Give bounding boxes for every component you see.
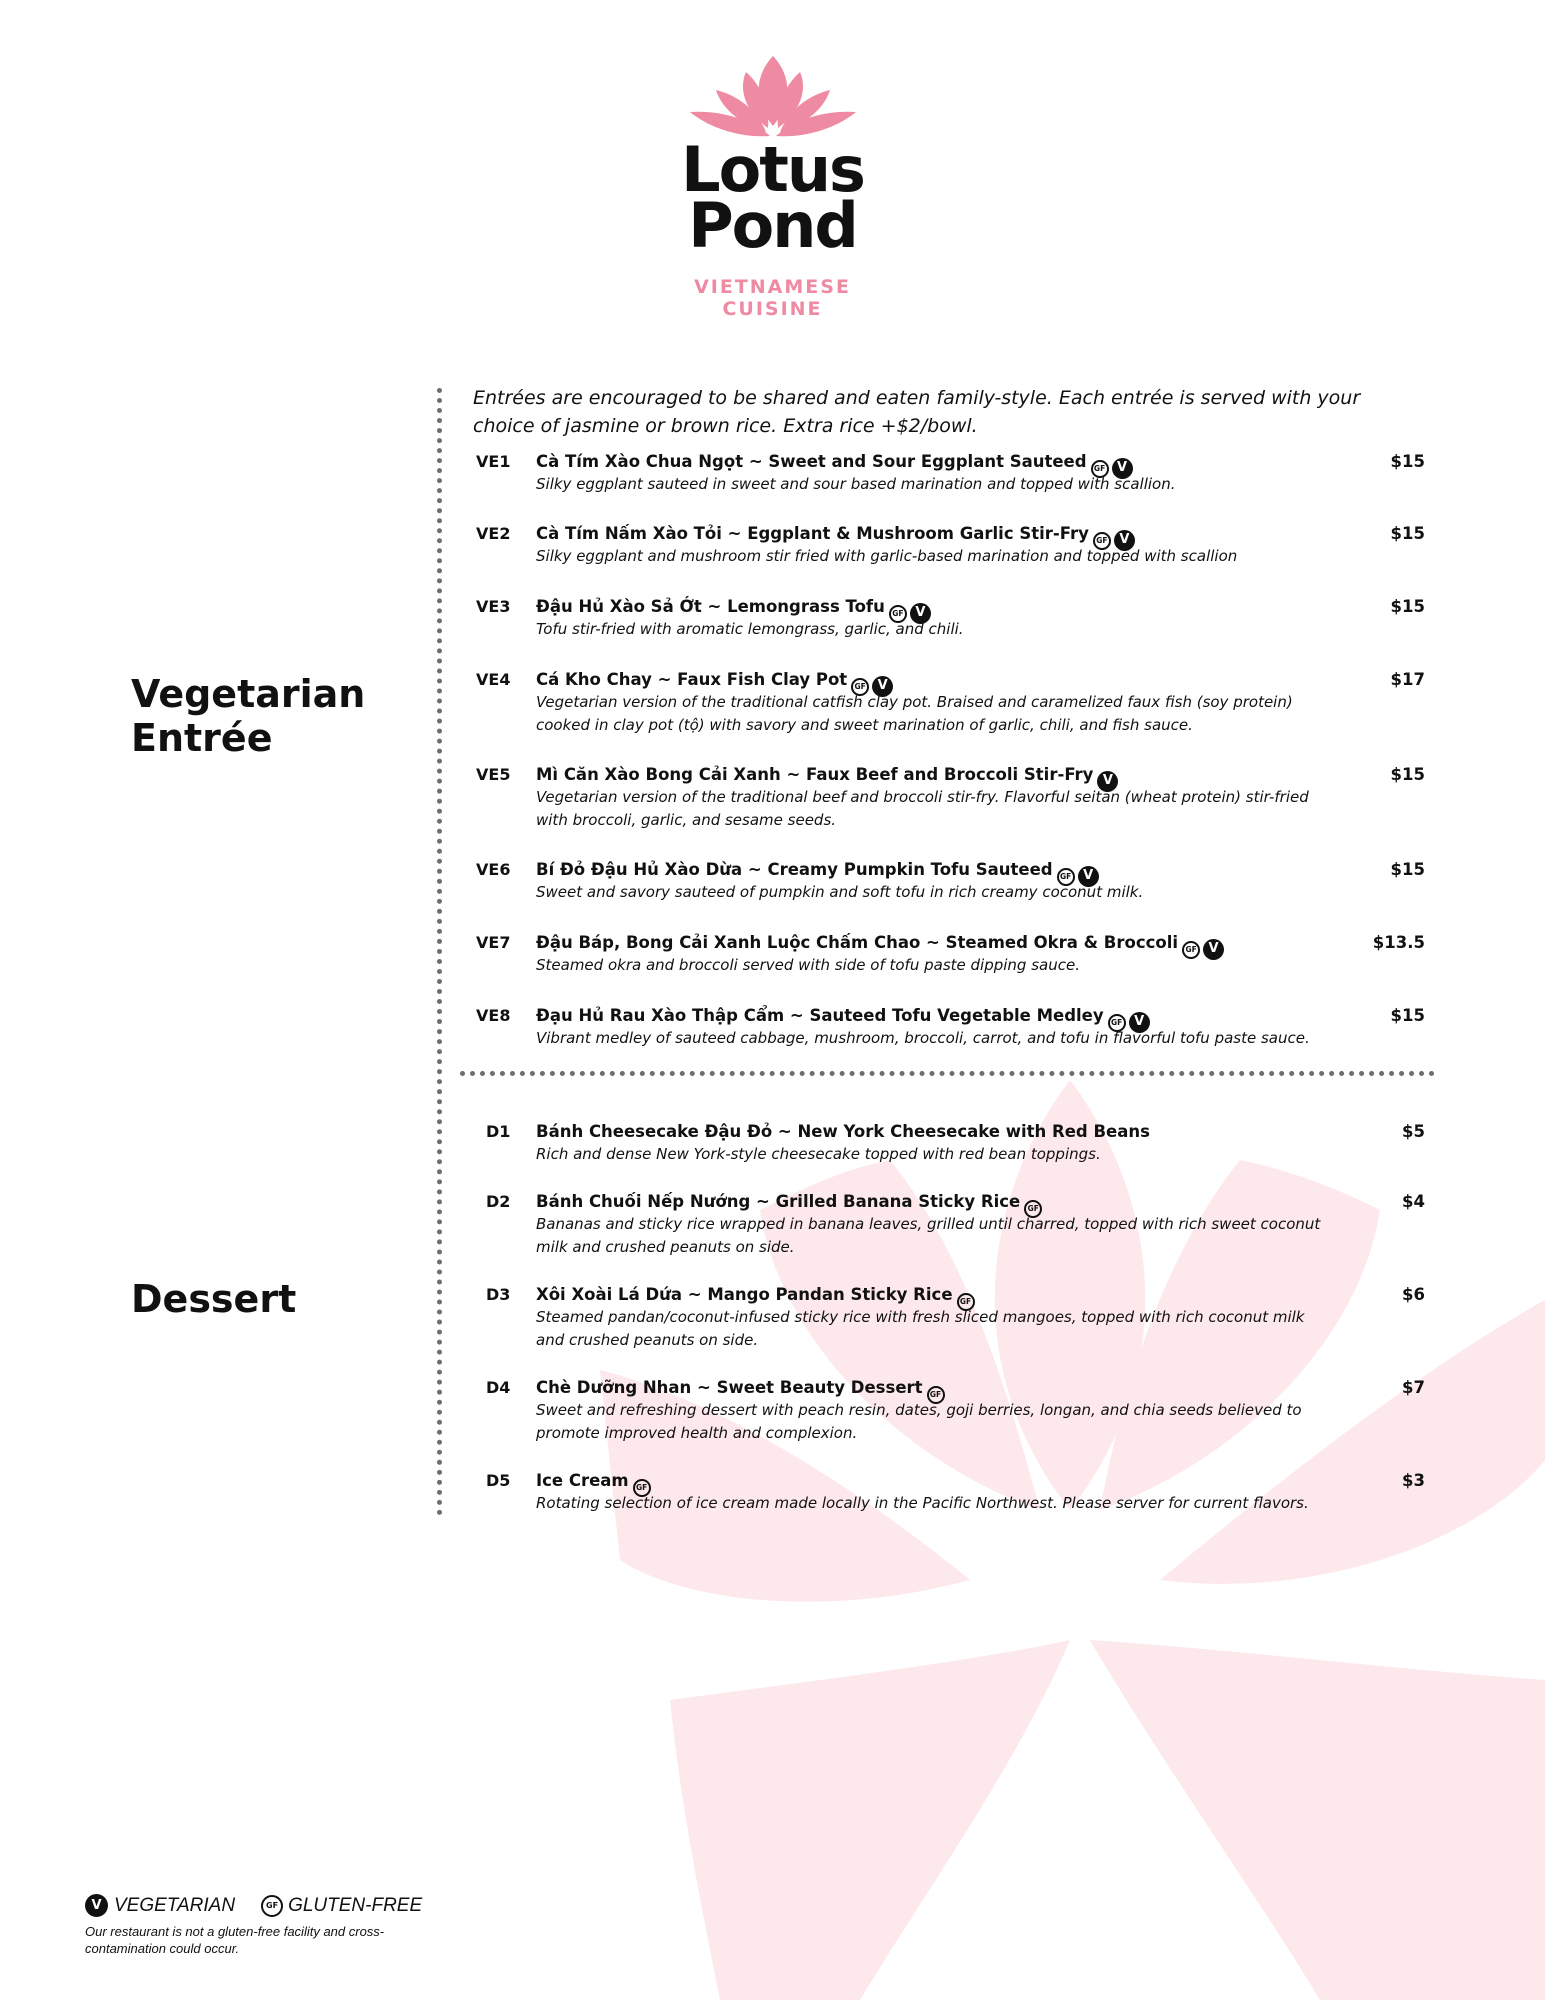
- item-name: Cà Tím Xào Chua Ngọt ~ Sweet and Sour Eggplant Sauteed: [536, 452, 1087, 471]
- vegetarian-icon: V: [85, 1894, 108, 1917]
- item-code: VE5: [476, 765, 511, 784]
- section-title-vegetarian-line2: Entrée: [131, 716, 273, 760]
- item-name: Cà Tím Nấm Xào Tỏi ~ Eggplant & Mushroom Garlic Stir-Fry: [536, 524, 1089, 543]
- vegetarian-icon: V: [1078, 866, 1099, 887]
- item-price: $6: [1402, 1285, 1425, 1304]
- item-description: Steamed pandan/coconut-infused sticky rice with fresh sliced mangoes, topped with rich coconut milk and crushed peanuts on side.: [536, 1308, 1305, 1349]
- gluten-free-icon: GF: [1182, 941, 1200, 959]
- item-description: Silky eggplant and mushroom stir fried with garlic-based marination and topped with scallion: [536, 547, 1238, 565]
- brand-name-line1: Lotus: [681, 133, 864, 206]
- item-code: VE3: [476, 597, 511, 616]
- item-code: VE4: [476, 670, 511, 689]
- item-name: Xôi Xoài Lá Dứa ~ Mango Pandan Sticky Rice: [536, 1285, 953, 1304]
- legend-gluten-free-label: GLUTEN-FREE: [288, 1894, 423, 1916]
- item-code: VE6: [476, 860, 511, 879]
- vegetarian-icon: V: [910, 603, 931, 624]
- item-name: Đậu Hủ Xào Sả Ớt ~ Lemongrass Tofu: [536, 597, 885, 616]
- gluten-free-icon: GF: [1091, 460, 1109, 478]
- item-price: $15: [1390, 524, 1425, 543]
- item-code: VE1: [476, 452, 511, 471]
- item-description: Sweet and refreshing dessert with peach resin, dates, goji berries, longan, and chia seeds believed to promote improved health and complexion.: [536, 1401, 1302, 1442]
- item-description: Vibrant medley of sauteed cabbage, mushroom, broccoli, carrot, and tofu in flavorful tofu paste sauce.: [536, 1029, 1310, 1047]
- item-price: $13.5: [1372, 933, 1425, 952]
- item-price: $15: [1390, 452, 1425, 471]
- item-code: D1: [486, 1122, 511, 1141]
- item-price: $15: [1390, 860, 1425, 879]
- brand-tagline: VIETNAMESE CUISINE: [694, 276, 851, 320]
- item-price: $5: [1402, 1122, 1425, 1141]
- gluten-free-icon: GF: [851, 678, 869, 696]
- item-description: Rotating selection of ice cream made locally in the Pacific Northwest. Please server for current flavors.: [536, 1494, 1309, 1512]
- logo: [640, 50, 905, 320]
- entree-intro: Entrées are encouraged to be shared and eaten family-style. Each entrée is served with your choice of jasmine or brown rice. Extra rice +$2/bowl.: [473, 387, 1361, 437]
- gluten-free-icon: GF: [1108, 1014, 1126, 1032]
- gluten-free-icon: GF: [1057, 868, 1075, 886]
- item-description: Bananas and sticky rice wrapped in banana leaves, grilled until charred, topped with rich sweet coconut milk and crushed peanuts on side.: [536, 1215, 1321, 1256]
- vegetarian-icon: V: [1203, 939, 1224, 960]
- lotus-flower-icon: [688, 50, 858, 142]
- gluten-free-icon: GF: [889, 605, 907, 623]
- brand-name-line2: Pond: [688, 189, 857, 262]
- item-code: D5: [486, 1471, 511, 1490]
- item-name: Bánh Cheesecake Đậu Đỏ ~ New York Cheesecake with Red Beans: [536, 1122, 1150, 1141]
- item-price: $15: [1390, 765, 1425, 784]
- gluten-free-icon: GF: [633, 1479, 651, 1497]
- item-code: VE7: [476, 933, 511, 952]
- vegetarian-icon: V: [1097, 771, 1118, 792]
- item-name: Chè Dưỡng Nhan ~ Sweet Beauty Dessert: [536, 1378, 923, 1397]
- item-price: $4: [1402, 1192, 1425, 1211]
- item-name: Bánh Chuối Nếp Nướng ~ Grilled Banana Sticky Rice: [536, 1192, 1021, 1211]
- item-code: D3: [486, 1285, 511, 1304]
- item-price: $15: [1390, 597, 1425, 616]
- vegetarian-icon: V: [872, 676, 893, 697]
- item-name: Mì Căn Xào Bong Cải Xanh ~ Faux Beef and Broccoli Stir-Fry: [536, 765, 1094, 784]
- item-name: Cá Kho Chay ~ Faux Fish Clay Pot: [536, 670, 848, 689]
- section-title-vegetarian-line1: Vegetarian: [131, 672, 366, 716]
- gluten-free-icon: GF: [957, 1293, 975, 1311]
- item-code: VE2: [476, 524, 511, 543]
- gluten-free-icon: GF: [261, 1895, 283, 1917]
- item-description: Silky eggplant sauteed in sweet and sour based marination and topped with scallion.: [536, 475, 1176, 493]
- item-description: Vegetarian version of the traditional beef and broccoli stir-fry. Flavorful seitan (wheat protein) stir-fried with broccoli, garlic, and sesame seeds.: [536, 788, 1309, 829]
- item-code: D2: [486, 1192, 511, 1211]
- vegetarian-icon: V: [1114, 530, 1135, 551]
- legend-vegetarian-label: VEGETARIAN: [114, 1894, 236, 1916]
- gluten-disclaimer: Our restaurant is not a gluten-free facility and cross-contamination could occur.: [85, 1924, 385, 1956]
- gluten-free-icon: GF: [1024, 1200, 1042, 1218]
- vegetarian-icon: V: [1112, 458, 1133, 479]
- item-name: Bí Đỏ Đậu Hủ Xào Dừa ~ Creamy Pumpkin Tofu Sauteed: [536, 860, 1053, 879]
- vertical-divider: [437, 388, 442, 1516]
- item-description: Steamed okra and broccoli served with side of tofu paste dipping sauce.: [536, 956, 1080, 974]
- item-code: D4: [486, 1378, 511, 1397]
- item-name-row: [536, 1120, 1316, 1144]
- legend: [85, 1894, 422, 1957]
- item-code: VE8: [476, 1006, 511, 1025]
- item-description: Vegetarian version of the traditional catfish clay pot. Braised and caramelized faux fish (soy protein) cooked in clay pot (tộ) with savory and sweet marination of garlic, chili, and fish sauce.: [536, 693, 1293, 734]
- section-title-dessert: Dessert: [131, 1277, 297, 1321]
- item-name: Đậu Báp, Bong Cải Xanh Luộc Chấm Chao ~ Steamed Okra & Broccoli: [536, 933, 1179, 952]
- item-description: Rich and dense New York-style cheesecake topped with red bean toppings.: [536, 1145, 1101, 1163]
- gluten-free-icon: GF: [927, 1386, 945, 1404]
- section-title-vegetarian: [131, 672, 365, 760]
- section-divider: [460, 1071, 1435, 1076]
- item-description: Tofu stir-fried with aromatic lemongrass, garlic, and chili.: [536, 620, 964, 638]
- vegetarian-icon: V: [1129, 1012, 1150, 1033]
- lotus-watermark-icon: [600, 1040, 1545, 2000]
- item-price: $17: [1390, 670, 1425, 689]
- item-name: Ice Cream: [536, 1471, 629, 1490]
- gluten-free-icon: GF: [1093, 532, 1111, 550]
- item-price: $15: [1390, 1006, 1425, 1025]
- item-name: Đạu Hủ Rau Xào Thập Cẩm ~ Sauteed Tofu Vegetable Medley: [536, 1006, 1104, 1025]
- item-description: Sweet and savory sauteed of pumpkin and soft tofu in rich creamy coconut milk.: [536, 883, 1144, 901]
- item-price: $3: [1402, 1471, 1425, 1490]
- item-price: $7: [1402, 1378, 1425, 1397]
